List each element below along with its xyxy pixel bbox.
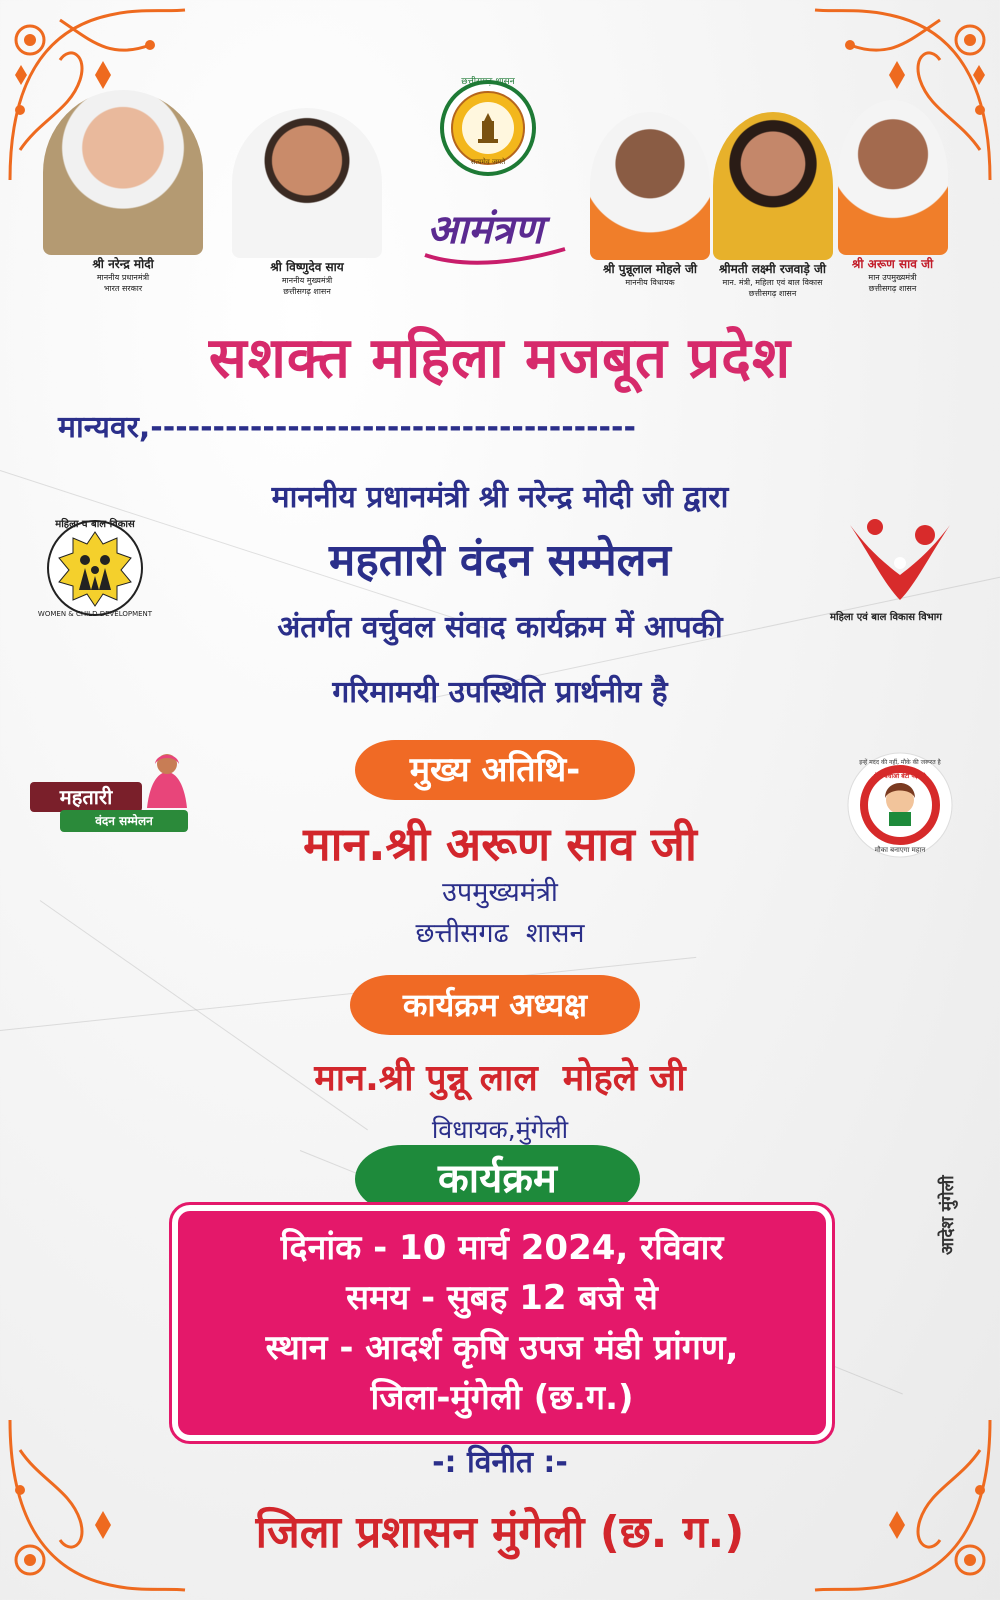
portrait-mohle bbox=[585, 112, 715, 288]
wcd-ring-top: महिला व बाल विकास bbox=[55, 519, 135, 530]
portrait-sao bbox=[835, 100, 950, 294]
portrait-rajwade bbox=[705, 112, 840, 299]
person-role: छत्तीसगढ़ शासन bbox=[748, 289, 797, 298]
person-role: माननीय प्रधानमंत्री bbox=[96, 273, 150, 282]
wcd-ring-bottom: WOMEN & CHILD DEVELOPMENT bbox=[37, 610, 153, 618]
wcd-badge-icon bbox=[45, 518, 145, 618]
portrait-modi bbox=[28, 90, 218, 294]
chairman-designation: विधायक,मुंगेली bbox=[431, 1115, 569, 1144]
chairman-label: कार्यक्रम अध्यक्ष bbox=[350, 975, 640, 1035]
person-role: माननीय विधायक bbox=[625, 278, 675, 287]
person-name: श्री विष्णुदेव साय bbox=[270, 260, 344, 274]
vineet-line: -: विनीत :- bbox=[432, 1445, 568, 1480]
person-name: श्रीमती लक्ष्मी रजवाड़े जी bbox=[718, 262, 827, 276]
wcd-logo bbox=[37, 518, 153, 618]
event-name: महतारी वंदन सम्मेलन bbox=[329, 535, 671, 586]
program-place-2: जिला-मुंगेली (छ.ग.) bbox=[370, 1378, 634, 1418]
program-time: समय - सुबह 12 बजे से bbox=[346, 1278, 658, 1318]
program-details-box bbox=[172, 1205, 832, 1441]
mahtari-line-1: महतारी bbox=[30, 782, 142, 812]
woman-figure-icon bbox=[142, 750, 192, 810]
amantran-heading: आमंत्रण bbox=[427, 206, 543, 253]
footer-organizer: जिला प्रशासन मुंगेली (छ. ग.) bbox=[255, 1507, 745, 1558]
chief-guest-name: मान.श्री अरूण साव जी bbox=[303, 817, 697, 871]
person-name: श्री नरेन्द्र मोदी bbox=[92, 257, 154, 271]
bbbp-center-text: बेटी बचाओ बेटी पढ़ाओ bbox=[874, 773, 926, 780]
mahtari-line-2: वंदन सम्मेलन bbox=[60, 810, 188, 832]
amantran-swash-icon bbox=[420, 245, 570, 265]
person-name: श्री पुन्नूलाल मोहले जी bbox=[603, 262, 697, 276]
photo-placeholder bbox=[838, 100, 948, 255]
portrait-sai bbox=[222, 108, 392, 297]
chief-guest-designation: उपमुख्यमंत्री bbox=[442, 877, 558, 908]
invite-line-1: माननीय प्रधानमंत्री श्री नरेन्द्र मोदी जी द्वारा bbox=[271, 480, 729, 515]
person-role: मान. मंत्री, महिला एवं बाल विकास bbox=[722, 278, 823, 287]
side-note: आदेश मुंगेली bbox=[938, 1175, 958, 1255]
photo-placeholder bbox=[232, 108, 382, 258]
invite-line-4: गरिमामयी उपस्थिति प्रार्थनीय है bbox=[332, 675, 668, 710]
person-role: छत्तीसगढ़ शासन bbox=[868, 284, 917, 293]
photo-placeholder bbox=[590, 112, 710, 260]
person-name: श्री अरूण साव जी bbox=[851, 257, 934, 271]
bbbp-top-text: इन्हें मदद की नहीं, मौके की जरूरत है bbox=[859, 759, 941, 766]
program-date: दिनांक - 10 मार्च 2024, रविवार bbox=[280, 1228, 724, 1268]
invite-line-3: अंतर्गत वर्चुवल संवाद कार्यक्रम में आपकी bbox=[277, 610, 723, 645]
emblem-motto: सत्यमेव जयते bbox=[470, 158, 506, 166]
chief-guest-govt: छत्तीसगढ शासन bbox=[415, 918, 585, 949]
emblem-ring-text: छत्तीसगढ़ शासन bbox=[461, 77, 515, 87]
wcd-dept-name: महिला एवं बाल विकास विभाग bbox=[830, 612, 942, 623]
photo-placeholder bbox=[713, 112, 833, 260]
person-role: माननीय मुख्यमंत्री bbox=[281, 276, 333, 285]
cg-govt-emblem bbox=[438, 78, 538, 178]
person-role: भारत सरकार bbox=[103, 284, 143, 293]
program-place-1: स्थान - आदर्श कृषि उपज मंडी प्रांगण, bbox=[265, 1328, 739, 1368]
chief-guest-label: मुख्य अतिथि- bbox=[355, 740, 635, 800]
bbbp-bottom-text: मौका बनाएगा महान bbox=[874, 846, 926, 854]
program-label: कार्यक्रम bbox=[355, 1145, 640, 1213]
chairman-name: मान.श्री पुन्नू लाल मोहले जी bbox=[314, 1058, 686, 1099]
wcd-figures-icon bbox=[840, 515, 960, 605]
wcd-dept-logo bbox=[830, 515, 980, 623]
person-role: मान उपमुख्यमंत्री bbox=[868, 273, 917, 282]
photo-placeholder bbox=[43, 90, 203, 255]
main-title: सशक्त महिला मजबूत प्रदेश bbox=[208, 326, 792, 391]
salutation-line: मान्यवर,--------------------------------------- bbox=[58, 410, 636, 445]
person-role: छत्तीसगढ़ शासन bbox=[283, 287, 331, 296]
